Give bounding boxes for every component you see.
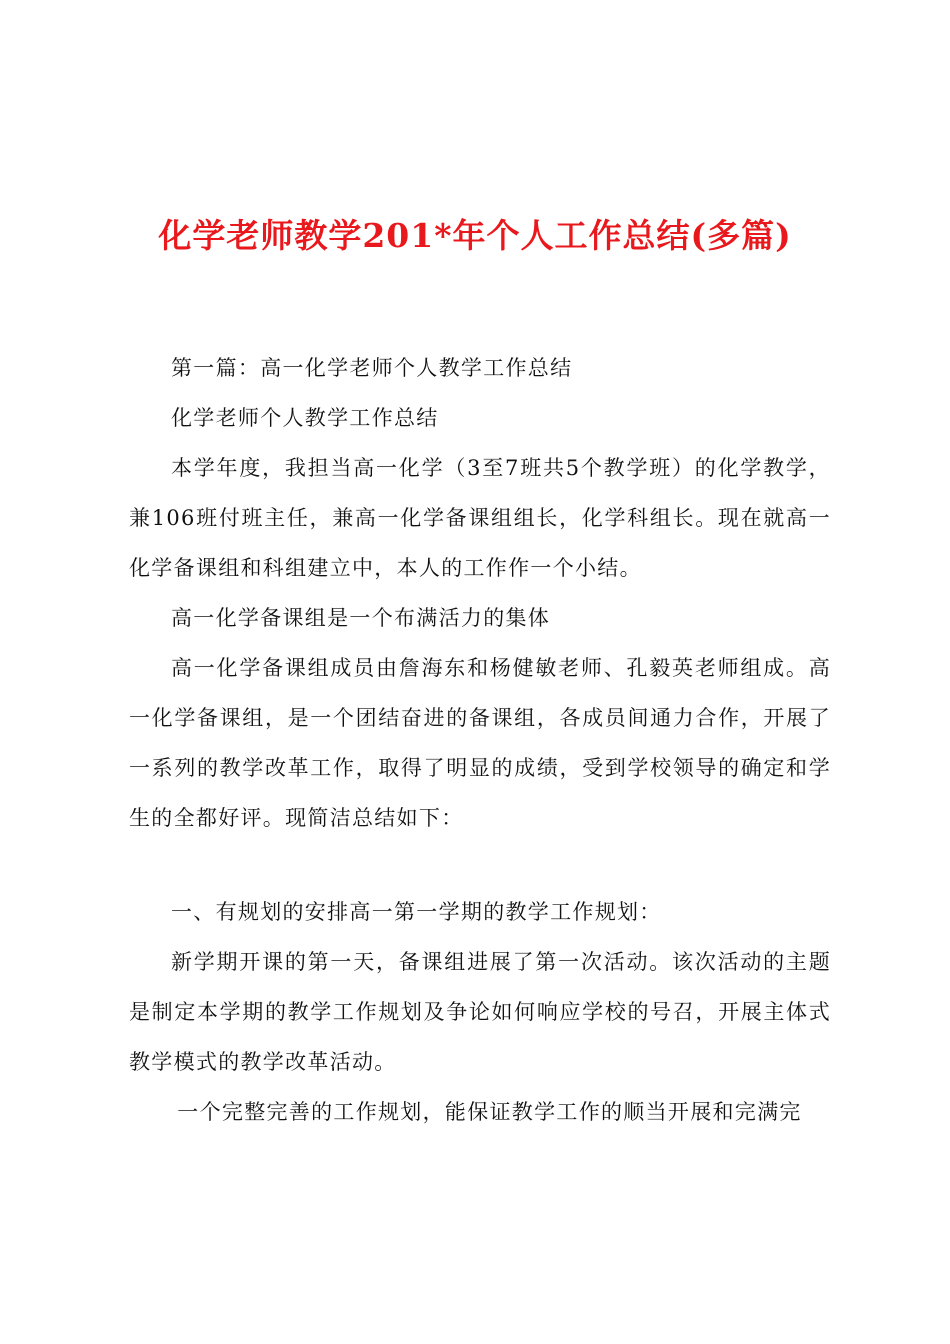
paragraph-section-heading: 高一化学备课组是一个布满活力的集体 <box>171 606 551 630</box>
document-title: 化学老师教学201*年个人工作总结(多篇) <box>158 216 792 255</box>
paragraph-plan-heading: 一、有规划的安排高一第一学期的教学工作规划： <box>171 900 662 924</box>
paragraph-part-heading: 第一篇：高一化学老师个人教学工作总结 <box>171 356 573 380</box>
paragraph-plan-importance: 一个完整完善的工作规划，能保证教学工作的顺当开展和完满完 <box>177 1100 802 1124</box>
document-body <box>129 343 831 1137</box>
paragraph-first-activity: 新学期开课的第一天，备课组进展了第一次活动。该次活动的主题是制定本学期的教学工作规划及争论如何响应学校的号召，开展主体式教学模式的教学改革活动。 <box>129 950 831 1074</box>
paragraph-intro: 本学年度，我担当高一化学（3至7班共5个教学班）的化学教学，兼106班付班主任，兼高一化学备课组组长，化学科组长。现在就高一化学备课组和科组建立中，本人的工作作一个小结。 <box>129 456 831 580</box>
blank-line <box>129 843 831 887</box>
paragraph-subtitle: 化学老师个人教学工作总结 <box>171 406 439 430</box>
paragraph-team: 高一化学备课组成员由詹海东和杨健敏老师、孔毅英老师组成。高一化学备课组，是一个团结奋进的备课组，各成员间通力合作，开展了一系列的教学改革工作，取得了明显的成绩，受到学校领导的确定和学生的全都好评。现简洁总结如下： <box>129 656 831 830</box>
